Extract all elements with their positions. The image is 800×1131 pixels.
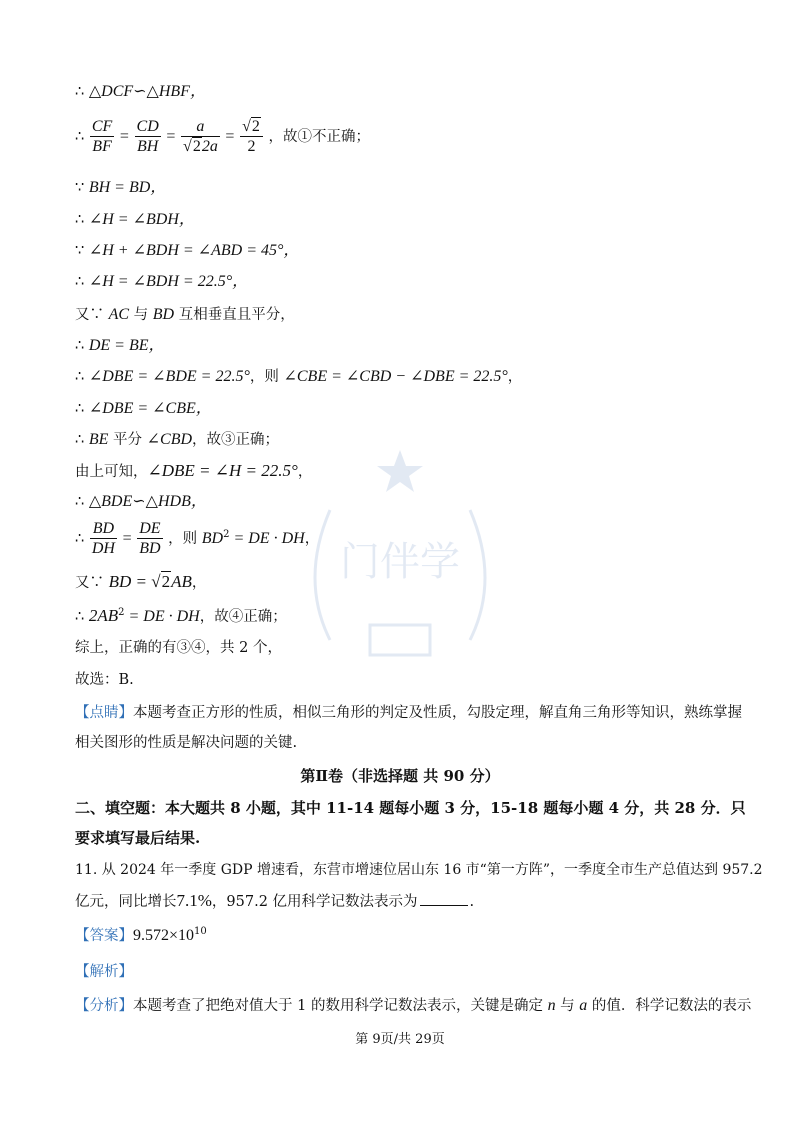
question-11-line-1: 11. 从 2024 年一季度 GDP 增速看，东营市增速位居山东 16 市“第一方阵”，一季度全市生产总值达到 957.2 xyxy=(75,862,763,878)
proof-line-17: 综上，正确的有③④，共 2 个， xyxy=(75,640,282,656)
section-title: 第Ⅱ卷（非选择题 共 90 分） xyxy=(300,767,500,785)
watermark-logo xyxy=(290,440,510,690)
proof-line-3: ∵ BH = BD， xyxy=(75,179,167,196)
proof-line-5: ∵ ∠H + ∠BDH = ∠ABD = 45°， xyxy=(75,242,300,259)
page-footer: 第 9页/共 29页 xyxy=(355,1032,445,1047)
proof-line-7: 又∵ AC 与 BD 互相垂直且平分， xyxy=(75,306,295,323)
watermark-text: 门伴学 xyxy=(340,539,460,585)
dianjing-line-1: 【点睛】本题考查正方形的性质，相似三角形的判定及性质，勾股定理，解直角三角形等知识，熟练掌握 xyxy=(75,705,742,721)
proof-line-12: 由上可知，∠DBE = ∠H = 22.5°， xyxy=(75,461,313,480)
jiexi-tag: 【解析】 xyxy=(75,964,133,980)
fraction-de-bd: $\frac{DE}{BD}$ xyxy=(139,520,161,557)
proof-line-2: ∴ $\frac{CF}{BF}$ = $\frac{CD}{BH}$ = $\frac{a}{√22a}$ = $\frac{√2}{2}$ ，故①不正确； xyxy=(75,118,370,155)
fill-section-heading-line-1: 二、填空题：本大题共 8 小题，其中 11-14 题每小题 3 分，15-18 题每小题 4 分，共 28 分．只 xyxy=(75,799,746,817)
proof-line-15: 又∵ BD = √2AB， xyxy=(75,572,207,591)
similar-triangles-dcf-hbf: △DCF∽△HBF， xyxy=(88,83,206,100)
proof-line-11: ∴ BE 平分 ∠CBD，故③正确； xyxy=(75,431,280,448)
answer-blank xyxy=(420,905,468,906)
fenxi-tag: 【分析】 xyxy=(75,998,133,1014)
dianjing-line-2: 相关图形的性质是解决问题的关键. xyxy=(75,735,298,751)
fraction-bd-dh: $\frac{BD}{DH}$ xyxy=(91,520,115,557)
fraction-cf-bf: $\frac{CF}{BF}$ xyxy=(91,118,113,155)
proof-line-18: 故选：B. xyxy=(75,672,134,688)
fenxi-line: 【分析】本题考查了把绝对值大于 1 的数用科学记数法表示，关键是确定 n 与 a 的值．科学记数法的表示 xyxy=(75,997,752,1014)
answer-tag: 【答案】 xyxy=(75,928,133,944)
proof-line-10: ∴ ∠DBE = ∠CBE， xyxy=(75,400,212,417)
fill-section-heading-line-2: 要求填写最后结果. xyxy=(75,829,201,847)
fraction-a-root2a: $\frac{a}{√22a}$ xyxy=(183,118,218,155)
fraction-cd-bh: $\frac{CD}{BH}$ xyxy=(136,118,159,155)
proof-line-4: ∴ ∠H = ∠BDH， xyxy=(75,211,195,228)
proof-line-16: ∴ $2AB^2$ = DE · DH，故④正确； xyxy=(75,606,287,625)
proof-line-9: ∴ ∠DBE = ∠BDE = 22.5°，则 ∠CBE = ∠CBD − ∠DBE = 22.5°， xyxy=(75,368,523,385)
question-11-line-2: 亿元，同比增长7.1%，957.2 亿用科学记数法表示为 . xyxy=(75,891,475,910)
dianjing-tag: 【点睛】 xyxy=(75,705,133,721)
proof-line-6: ∴ ∠H = ∠BDH = 22.5°， xyxy=(75,273,249,290)
proof-line-8: ∴ DE = BE， xyxy=(75,337,165,354)
proof-line-13: ∴ △BDE∽△HDB， xyxy=(75,493,207,510)
proof-line-1: ∴ △DCF∽△HBF， xyxy=(75,83,206,100)
proof-line-14: ∴ $\frac{BD}{DH}$ = $\frac{DE}{BD}$ ，则 $BD^2$ = DE · DH， xyxy=(75,520,320,557)
answer-line: 【答案】$9.572\times 10^{10}$ xyxy=(75,926,207,944)
fraction-root2-2: $\frac{√2}{2}$ xyxy=(240,118,263,156)
